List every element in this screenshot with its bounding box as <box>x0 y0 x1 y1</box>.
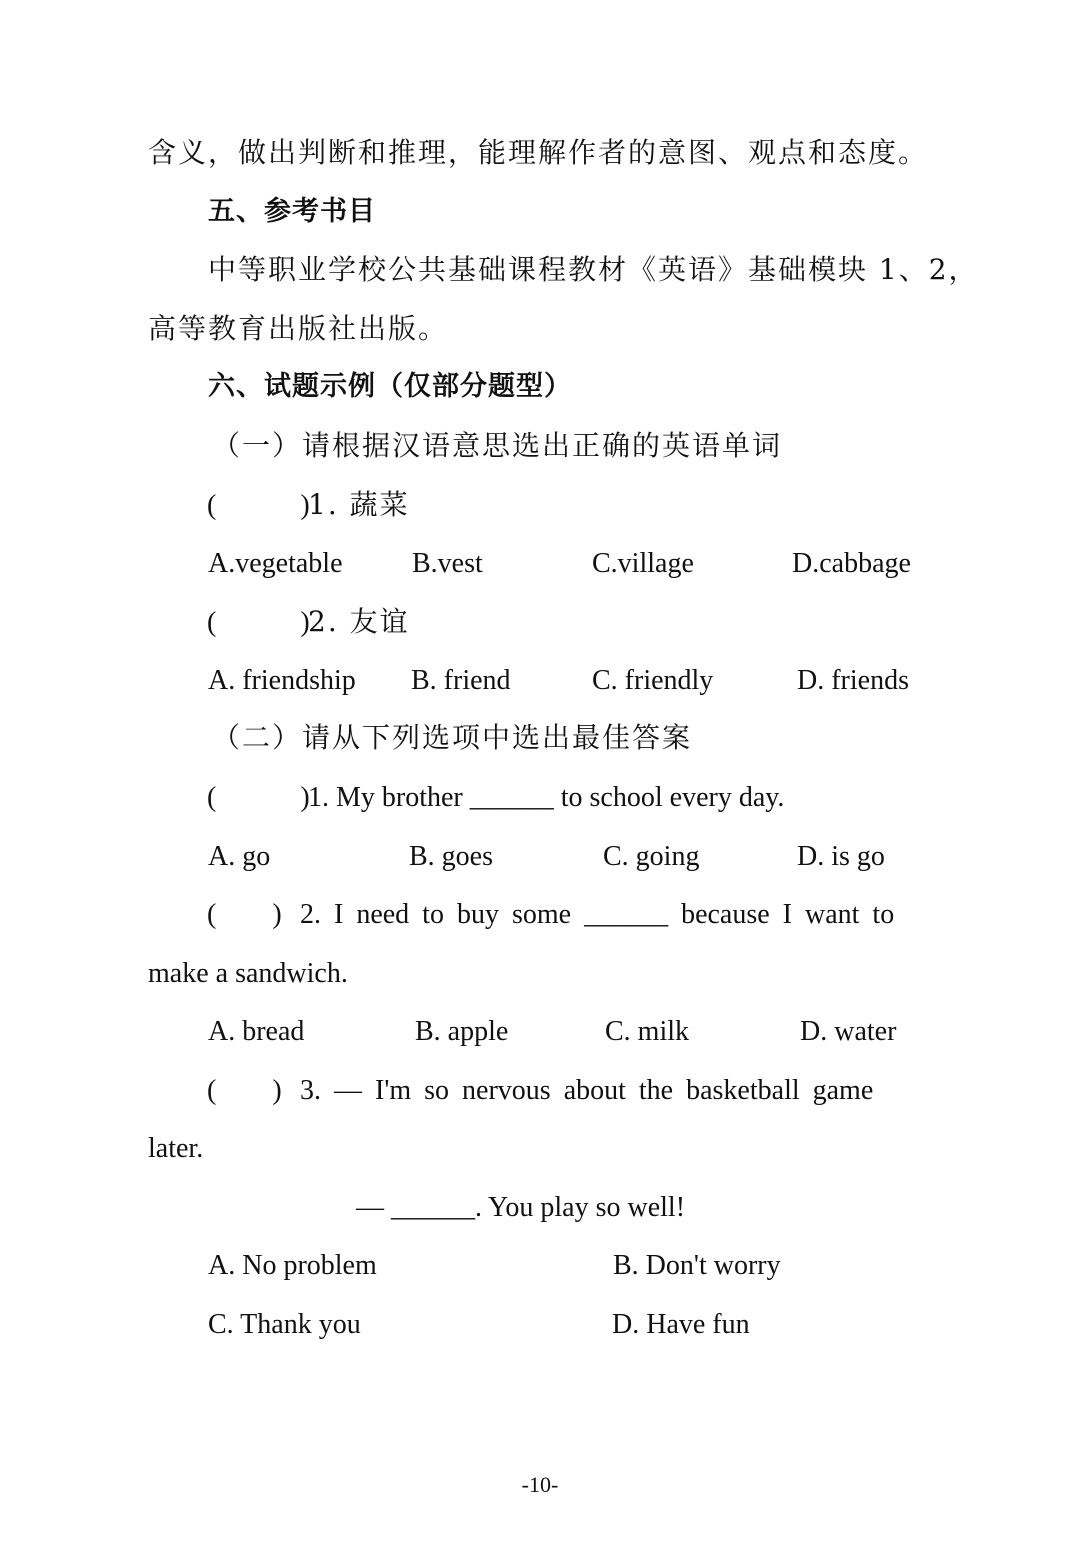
question-text: 1. 蔬菜 <box>308 488 410 521</box>
option-b: B. friend <box>411 665 511 696</box>
intro-text: 含义，做出判断和推理，能理解作者的意图、观点和态度。 <box>148 136 929 169</box>
option-c: C. friendly <box>592 665 714 696</box>
answer-blank: ( ) <box>207 1075 282 1106</box>
section6-heading: 六、试题示例（仅部分题型） <box>208 371 572 402</box>
question-continuation: make a sandwich. <box>148 958 348 989</box>
question-reply: — ______. You play so well! <box>356 1192 686 1223</box>
option-a: A. friendship <box>208 665 356 696</box>
part2-heading: （二）请从下列选项中选出最佳答案 <box>212 721 693 754</box>
answer-blank: ( ) <box>207 607 310 638</box>
section5-heading: 五、参考书目 <box>208 196 376 227</box>
option-b: B.vest <box>412 548 483 579</box>
page-number: -10- <box>521 1472 559 1497</box>
answer-blank: ( ) <box>207 899 282 930</box>
option-d: D. Have fun <box>612 1309 750 1340</box>
option-b: B. Don't worry <box>613 1250 781 1281</box>
question-text: 3. — I'm so nervous about the basketball game <box>300 1075 874 1106</box>
option-b: B. apple <box>415 1016 509 1047</box>
question-text: 2. 友谊 <box>308 605 410 638</box>
question-continuation: later. <box>148 1133 204 1164</box>
option-d: D.cabbage <box>792 548 911 579</box>
option-a: A. No problem <box>208 1250 377 1281</box>
question-text: 2. I need to buy some ______ because I want to <box>300 899 895 930</box>
question-text: 1. My brother ______ to school every day. <box>308 782 785 813</box>
option-c: C. Thank you <box>208 1309 361 1340</box>
option-a: A.vegetable <box>208 548 343 579</box>
option-a: A. bread <box>208 1016 305 1047</box>
option-b: B. goes <box>409 841 493 872</box>
option-c: C.village <box>592 548 694 579</box>
option-d: D. friends <box>797 665 909 696</box>
part1-heading: （一）请根据汉语意思选出正确的英语单词 <box>212 429 783 462</box>
option-d: D. is go <box>797 841 885 872</box>
option-c: C. going <box>603 841 700 872</box>
option-d: D. water <box>800 1016 897 1047</box>
answer-blank: ( ) <box>207 782 310 813</box>
reference-book-line2: 高等教育出版社出版。 <box>148 312 449 345</box>
option-c: C. milk <box>605 1016 690 1047</box>
answer-blank: ( ) <box>207 490 310 521</box>
option-a: A. go <box>208 841 271 872</box>
reference-book-line1: 中等职业学校公共基础课程教材《英语》基础模块 1、2， <box>208 253 979 286</box>
